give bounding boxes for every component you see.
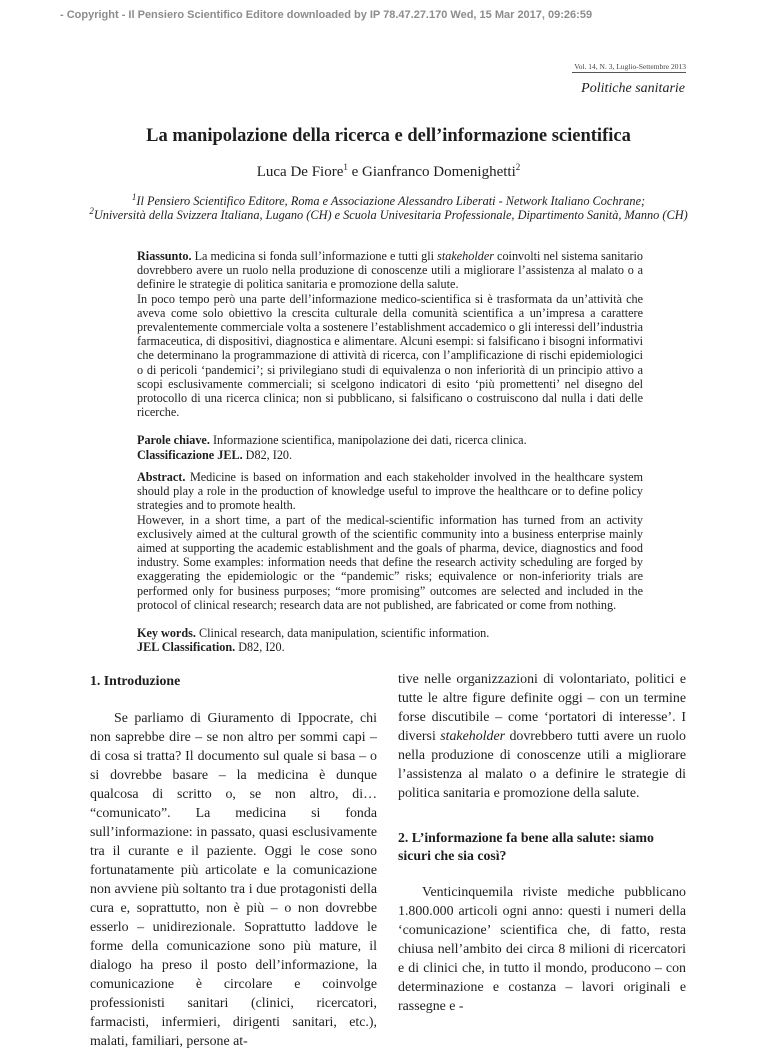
authors: [0, 162, 777, 181]
author-name: Gianfranco Domenighetti: [362, 164, 516, 180]
body-paragraph: [398, 670, 686, 803]
jel-en: [137, 640, 643, 654]
volume-info: Vol. 14, N. 3, Luglio-Settembre 2013: [574, 62, 686, 71]
author-affil-mark: 2: [515, 162, 521, 172]
abstract-text: Medicine is based on information and each stakeholder involved in the healthcare system should play a role in the production of knowledge useful to improve the healthcare or to define policy strategies and to promote health.: [137, 470, 643, 513]
copyright-notice: - Copyright - Il Pensiero Scientifico Editore downloaded by IP 78.47.27.170 Wed, 15 Mar 2017, 09:26:59: [60, 9, 593, 21]
affil-text: Università della Svizzera Italiana, Lugano (CH) e Scuola Univesitaria Professionale, Dipartimento Sanità, Manno (CH): [93, 208, 688, 223]
abstract-para: [137, 470, 643, 513]
riassunto-text: coinvolti nel sistema sanitario dovrebbero avere un ruolo nella produzione di conoscenze utili a migliorare l’assistenza al malato o a definire le strategie di politica sanitaria e promozione della salute.: [137, 249, 643, 292]
riassunto-text: La medicina si fonda sull’informazione e tutti gli: [191, 249, 438, 263]
author-conjunction: e: [347, 164, 363, 180]
abstract-label: Abstract.: [137, 470, 186, 484]
keywords-en: [137, 626, 643, 640]
section-heading: 2. L’informazione fa bene alla salute: siamo sicuri che sia così?: [398, 830, 654, 863]
jel-value: D82, I20.: [235, 640, 285, 655]
riassunto-block: [137, 249, 643, 462]
keywords-value: Clinical research, data manipulation, scientific information.: [195, 626, 490, 641]
jel-label: Classificazione JEL.: [137, 447, 243, 462]
section-name: Politiche sanitarie: [581, 81, 685, 96]
author-name: Luca De Fiore: [256, 164, 344, 180]
body-emph: stakeholder: [440, 729, 506, 744]
jel-label: JEL Classification.: [137, 640, 236, 655]
riassunto-para: In poco tempo però una parte dell’informazione medico-scientifica si è trasformata da un’attività che aveva come solo obiettivo la crescita culturale della comunità scientifica a un’impresa a carattere prevalentemente commerciale volta a sostenere l’establishment accademico o gli interessi dell’industria farmaceutica, di dispositivi, diagnostica e alimentare. Alcuni esempi: si falsificano i bisogni informativi che determinano la programmazione di attività di ricerca, con l’amplificazione di rischi epidemiologici o di pericoli ‘pandemici’; si privilegiano studi di equivalenza o non inferiorità di un principio attivo a scopi esclusivamente commerciali; si scelgono indicatori di esito ‘più promettenti’ nel disegno del protocollo di una ricerca clinica; non si pubblicano, si falsificano o costruiscono dal nulla i dati delle ricerche.: [137, 291, 643, 420]
riassunto-emph: stakeholder: [437, 249, 494, 263]
affiliation-2: [0, 206, 777, 223]
keywords-label: Key words.: [137, 626, 196, 641]
section-heading: 1. Introduzione: [90, 673, 181, 688]
affil-mark: 2: [89, 206, 94, 216]
keywords-value: Informazione scientifica, manipolazione dei dati, ricerca clinica.: [209, 433, 527, 448]
keywords-it: [137, 433, 643, 447]
riassunto-label: Riassunto.: [137, 249, 192, 263]
jel-it: [137, 448, 643, 462]
abstract-para: However, in a short time, a part of the medical-scientific information has turned from an activity exclusively aimed at the cultural growth of the scientific community into a business enterprise mainly aimed at supporting the academic establishment and the goals of pharma, device, diagnostics and food industry. Some examples: information needs that define the research activity scheduling are forged by exaggerating the epidemiologic or the “pandemic” risks; equivalence or non-inferiority trials are performed only for business purposes; “more promising” outcomes are selected and included in the protocol of clinical research; research data are not published, are fabricated or come from nothing.: [137, 512, 643, 612]
author-affil-mark: 1: [343, 162, 348, 172]
affil-text: Il Pensiero Scientifico Editore, Roma e Associazione Alessandro Liberati - Network Italiano Cochrane;: [136, 194, 646, 209]
body-text: dovrebbero tutti avere un ruolo nella produzione di conoscenze utili a migliorare l’assistenza al malato o a definire le strategie di politica sanitaria e promozione della salute.: [398, 729, 686, 801]
riassunto-para: [137, 249, 643, 292]
article-title: La manipolazione della ricerca e dell’informazione scientifica: [146, 126, 631, 146]
body-paragraph: Venticinquemila riviste mediche pubblicano 1.800.000 articoli ogni anno: questi i numeri della ‘comunicazione’ scientifica che, di fatto, resta chiusa nell’ambito dei circa 8 milioni di ricercatori e di clinici che, in tutto il mondo, producono – con determinazione e costanza – lavori originali e rassegne e -: [398, 885, 686, 1014]
right-column: [398, 670, 686, 1016]
header-rule: [572, 72, 686, 73]
jel-value: D82, I20.: [242, 447, 293, 462]
abstract-block: [137, 470, 643, 654]
body-paragraph: Se parliamo di Giuramento di Ippocrate, chi non saprebbe dire – se non altro per sommi capi – di cosa si tratta? Il documento sul quale si basa – o si dovrebbe basare – la medicina è dunque qualcosa di scritto o, se non altro, di… “comunicato”. La medicina si fonda sull’informazione: in passato, quasi esclusivamente tra il curante e il paziente. Oggi le cose sono fortunatamente più articolate e la comunicazione non avviene più soltanto tra i due protagonisti della cura e, soprattutto, non è più – o non dovrebbe esserlo – unidirezionale. Soprattutto laddove le forme della comunicazione sono più mature, il dialogo ha preso il posto dell’informazione, la comunicazione è circolare e coinvolge professionisti sanitari (clinici, ricercatori, farmacisti, infermieri, dirigenti sanitari, etc.), malati, familiari, persone at-: [90, 711, 377, 1049]
affil-mark: 1: [131, 192, 137, 202]
left-column: [90, 672, 377, 1051]
keywords-label: Parole chiave.: [137, 433, 210, 448]
body-text: tive nelle organizzazioni di volontariato, politici e tutte le altre figure definite oggi – con un termine forse discutibile – come ‘portatori di interesse’. I diversi: [398, 672, 686, 744]
